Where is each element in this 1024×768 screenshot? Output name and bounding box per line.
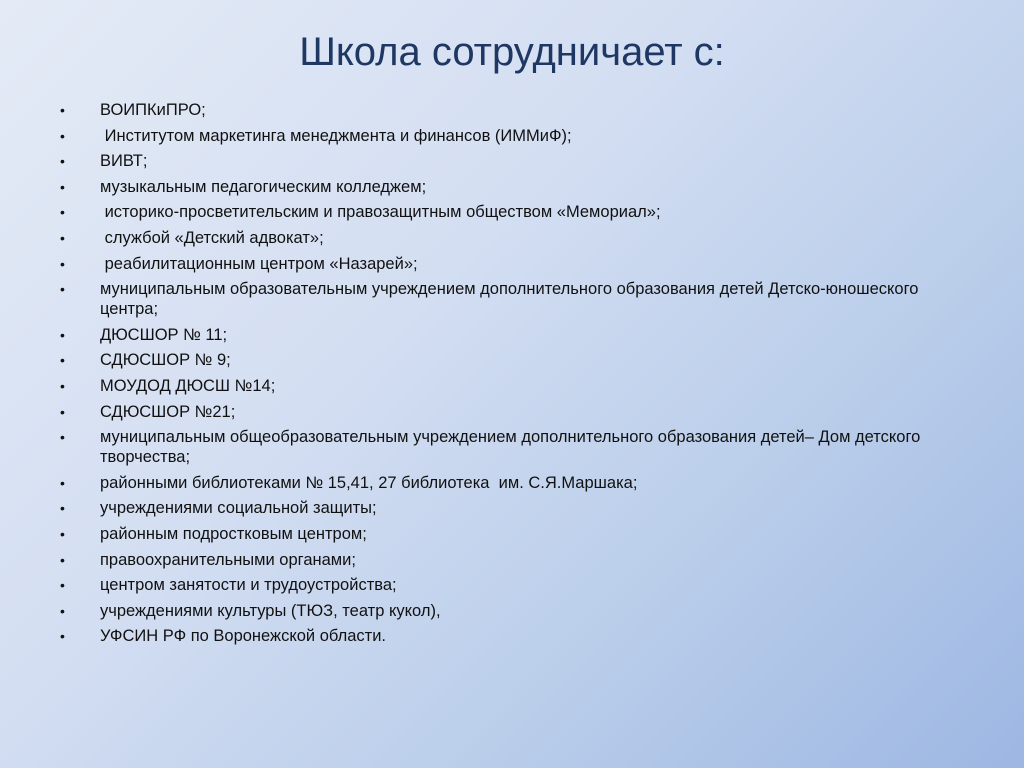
bullet: •: [60, 204, 65, 221]
list-item: [60, 575, 970, 595]
list-item: [60, 524, 970, 544]
list-item-text: МОУДОД ДЮСШ №14;: [100, 376, 276, 395]
list-item-text: ВИВТ;: [100, 152, 148, 171]
list-item: [60, 498, 970, 518]
bullet: •: [60, 102, 65, 118]
list-item: [60, 473, 970, 493]
list-item: [60, 126, 970, 146]
bullet: •: [60, 500, 65, 517]
list-item-text: учреждениями социальной защиты;: [100, 499, 377, 518]
list-item: [60, 427, 970, 467]
list-item-text: ВОИПКиПРО;: [100, 101, 206, 119]
list-item-text: музыкальным педагогическим колледжем;: [100, 177, 427, 196]
list-item: [60, 402, 970, 422]
list-item-text: УФСИН РФ по Воронежской области.: [100, 627, 387, 646]
list-item-text: учреждениями культуры (ТЮЗ, театр кукол),: [100, 601, 441, 620]
bullet: •: [60, 377, 65, 394]
list-item: [60, 550, 970, 570]
list-item: [60, 151, 970, 171]
list-item-text: муниципальным образовательным учреждением дополнительного образования детей Детско-юношеского центра;: [100, 280, 924, 319]
list-item: [60, 202, 970, 222]
list-item-text: историко-просветительским и правозащитным обществом «Мемориал»;: [100, 203, 661, 222]
list-item: [60, 254, 970, 274]
bullet: •: [60, 326, 65, 343]
bullet: •: [60, 429, 65, 446]
list-item: [60, 325, 970, 345]
list-item: [60, 279, 970, 319]
bullet: •: [60, 281, 65, 298]
list-item-text: Институтом маркетинга менеджмента и финансов (ИММиФ);: [100, 126, 572, 145]
list-item: [60, 601, 970, 621]
list-item: [60, 350, 970, 370]
list-item-text: районным подростковым центром;: [100, 524, 367, 543]
bullet: •: [60, 229, 65, 246]
list-item-text: центром занятости и трудоустройства;: [100, 576, 397, 595]
bullet: •: [60, 403, 65, 420]
bullet: •: [60, 153, 65, 170]
list-item-text: правоохранительными органами;: [100, 550, 356, 569]
list-item-text: ДЮСШОР № 11;: [100, 325, 228, 344]
list-item-text: районными библиотеками № 15,41, 27 библиотека им. С.Я.Маршака;: [100, 473, 638, 492]
bullet: •: [60, 255, 65, 272]
bullet: •: [60, 178, 65, 195]
list-item-text: СДЮСШОР №21;: [100, 402, 236, 421]
list-item-text: муниципальным общеобразовательным учреждением дополнительного образования детей– Дом детского творчества;: [100, 428, 925, 467]
bullet: •: [60, 577, 65, 594]
list-item: [60, 228, 970, 248]
list-item-text: службой «Детский адвокат»;: [100, 228, 324, 247]
list-item: [60, 100, 970, 120]
bullet: •: [60, 525, 65, 542]
bullet: •: [60, 551, 65, 568]
partner-list: [60, 100, 970, 652]
bullet: •: [60, 628, 65, 645]
list-item-text: СДЮСШОР № 9;: [100, 351, 231, 370]
bullet: •: [60, 127, 65, 144]
list-item: [60, 376, 970, 396]
list-item: [60, 626, 970, 646]
slide-title: Школа сотрудничает с:: [299, 30, 725, 74]
bullet: •: [60, 352, 65, 369]
bullet: •: [60, 474, 65, 491]
list-item-text: реабилитационным центром «Назарей»;: [100, 254, 418, 273]
list-item: [60, 177, 970, 197]
bullet: •: [60, 602, 65, 619]
